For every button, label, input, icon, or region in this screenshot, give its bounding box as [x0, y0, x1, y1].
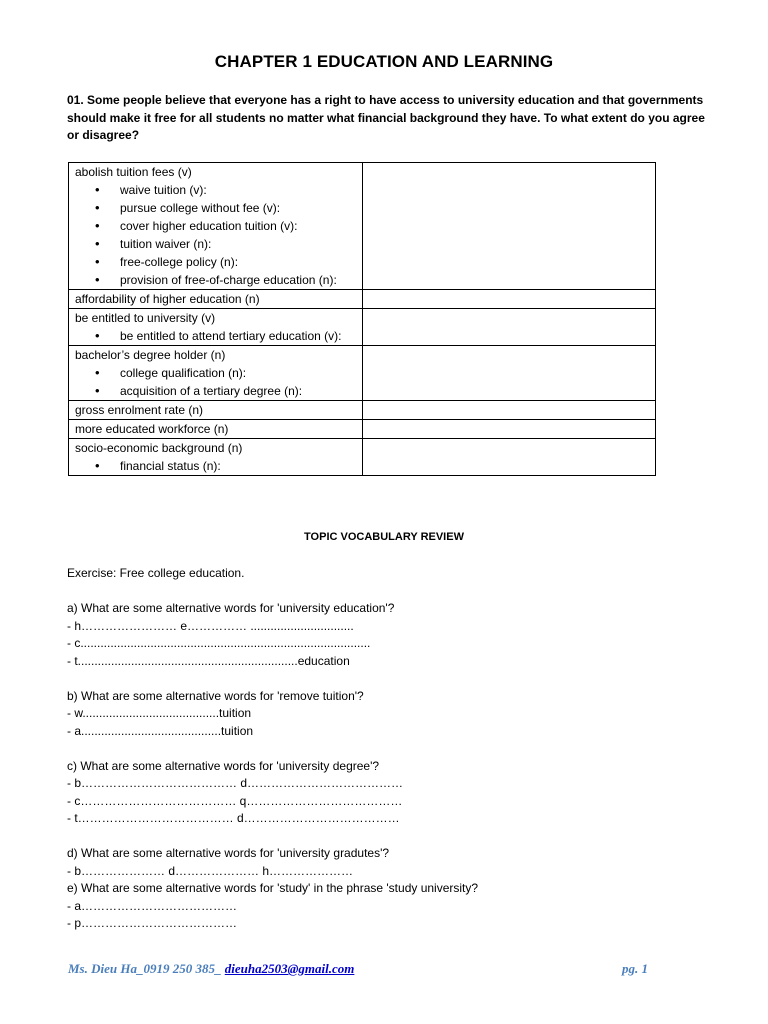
spacer: [67, 670, 707, 688]
synonym-list: [75, 181, 356, 289]
term-label: socio-economic background (n): [75, 441, 243, 455]
answer-line[interactable]: - t………………………………… d…………………………………: [67, 811, 400, 825]
term-cell: [69, 401, 363, 420]
answer-cell[interactable]: [362, 346, 656, 401]
answer-line[interactable]: - a..........................................tuition: [67, 723, 254, 738]
section-title: TOPIC VOCABULARY REVIEW: [304, 531, 464, 543]
term-cell: [69, 290, 363, 309]
synonym-item: • provision of free-of-charge education (n):: [120, 271, 356, 289]
synonym-list: [75, 327, 356, 345]
vocabulary-table: [68, 162, 656, 476]
answer-line[interactable]: - c.......................................................................................: [67, 636, 371, 650]
answer-line[interactable]: - w.........................................tuition: [67, 706, 252, 720]
essay-question: 01. Some people believe that everyone has a right to have access to university education and that governments should make it free for all students no matter what financial background they have. To what extent do you agree or disagree?: [67, 93, 705, 142]
exercise-question: c) What are some alternative words for 'university degree'?: [67, 758, 380, 773]
answer-cell[interactable]: [362, 401, 656, 420]
footer-author: Ms. Dieu Ha_0919 250 385_: [68, 961, 222, 976]
spacer: [67, 583, 707, 601]
synonym-list: [75, 364, 356, 400]
exercise-question: d) What are some alternative words for 'university gradutes'?: [67, 846, 390, 860]
exercise-block: [67, 565, 707, 933]
term-cell: [69, 346, 363, 401]
answer-cell[interactable]: [362, 439, 656, 476]
term-label: be entitled to university (v): [75, 311, 216, 325]
spacer: [67, 828, 707, 846]
answer-cell[interactable]: [362, 420, 656, 439]
table-row: [69, 401, 656, 420]
table-row: [69, 420, 656, 439]
answer-line[interactable]: - p…………………………………: [67, 916, 238, 930]
table-row: [69, 346, 656, 401]
table-row: [69, 163, 656, 290]
table-row: [69, 290, 656, 309]
term-label: gross enrolment rate (n): [75, 403, 204, 417]
synonym-item: • free-college policy (n):: [120, 253, 356, 271]
page-footer: [68, 961, 648, 977]
exercise-heading: Exercise: Free college education.: [67, 566, 245, 580]
synonym-item: • be entitled to attend tertiary education (v):: [120, 327, 356, 345]
spacer: [67, 740, 707, 758]
answer-line[interactable]: - h…………………… e…………… ...............................: [67, 618, 354, 633]
answer-line[interactable]: - b………………… d………………… h…………………: [67, 863, 354, 878]
page-title: CHAPTER 1 EDUCATION AND LEARNING: [214, 52, 554, 71]
term-label: abolish tuition fees (v): [75, 165, 192, 179]
term-cell: [69, 309, 363, 346]
term-label: bachelor’s degree holder (n): [75, 348, 226, 362]
synonym-item: • acquisition of a tertiary degree (n):: [120, 382, 356, 400]
term-label: affordability of higher education (n): [75, 292, 260, 306]
table-row: [69, 439, 656, 476]
answer-line[interactable]: - a…………………………………: [67, 898, 238, 913]
synonym-item: • financial status (n):: [120, 457, 356, 475]
table-row: [69, 309, 656, 346]
page-number: pg. 1: [622, 961, 648, 976]
term-cell: [69, 163, 363, 290]
term-cell: [69, 439, 363, 476]
answer-cell[interactable]: [362, 290, 656, 309]
answer-line[interactable]: - t..................................................................education: [67, 653, 350, 668]
answer-cell[interactable]: [362, 309, 656, 346]
answer-line[interactable]: - c………………………………… q…………………………………: [67, 793, 403, 808]
answer-line[interactable]: - b………………………………… d…………………………………: [67, 776, 404, 790]
synonym-item: • cover higher education tuition (v):: [120, 217, 356, 235]
synonym-item: • waive tuition (v):: [120, 181, 356, 199]
synonym-item: • tuition waiver (n):: [120, 235, 356, 253]
synonym-item: • college qualification (n):: [120, 364, 356, 382]
answer-cell[interactable]: [362, 163, 656, 290]
exercise-question: e) What are some alternative words for 'study' in the phrase 'study university?: [67, 881, 479, 895]
synonym-list: [75, 457, 356, 475]
footer-email-link[interactable]: dieuha2503@gmail.com: [224, 961, 355, 976]
synonym-item: • pursue college without fee (v):: [120, 199, 356, 217]
term-cell: [69, 420, 363, 439]
term-label: more educated workforce (n): [75, 422, 229, 436]
exercise-question: a) What are some alternative words for 'university education'?: [67, 601, 395, 615]
exercise-question: b) What are some alternative words for 'remove tuition'?: [67, 688, 364, 703]
